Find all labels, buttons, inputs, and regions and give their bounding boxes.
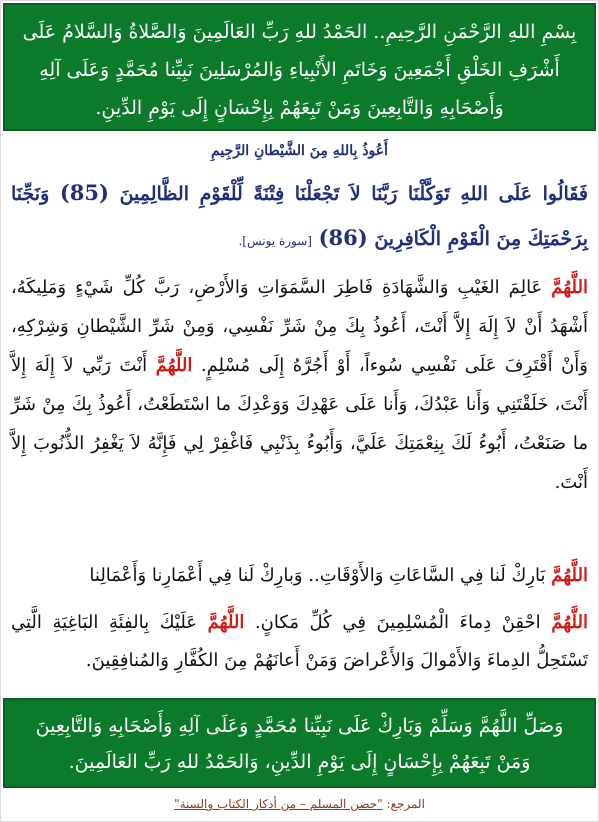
source-label: المرجع:: [386, 797, 425, 811]
taawudh-line: أَعُوذُ بِاللهِ مِنَ الشَّيْطانِ الرَّجِيمِ: [211, 143, 388, 159]
allahumma-word: اللَّهُمَّ: [551, 277, 588, 298]
verse-part-1: فَقَالُوا عَلَى اللهِ تَوَكَّلْنَا رَبَّنَا لاَ تَجْعَلْنَا فِتْنَةً لِّلْقَوْمِ الظَّالِمِينَ: [119, 183, 588, 205]
dua-main-text-1: عَالِمَ الغَيْبِ وَالشَّهَادَةِ فَاطِرَ السَّمَوَاتِ وَالأَرْضِ، رَبَّ كُلِّ شَيْءٍ وَمَلِيكَهُ، أَشْهَدُ أَنْ لاَ إِلَهَ إِلاَّ أَنْتَ، أَعُوذُ بِكَ مِنْ شَرِّ نَفْسِي، وَمِنْ شَرِّ الشَّيْطانِ وَشِرْكِهِ، وَأَنْ أَقْتَرِفَ عَلَى نَفْسِي سُوءاً، أَوْ أَجُرَّهُ إِلَى مُسْلِمٍ.: [11, 277, 588, 376]
dua-main-text-2: أَنْتَ رَبِّي لاَ إِلَهَ إِلاَّ أَنْتَ، خَلَقْتَنِي وَأَنا عَبْدُكَ، وَأَنا عَلَى عَهْدِكَ وَوَعْدِكَ ما اسْتَطَعْتُ، أَعُوذُ بِكَ مِنْ شَرِّ ما صَنَعْتُ، أَبُوءُ لَكَ بِنِعْمَتِكَ عَلَيَّ، وَأَبُوءُ بِذَنْبِي فَاغْفِرْ لِي فَإِنَّهُ لاَ يَغْفِرُ الذُّنُوبَ إِلاَّ أَنْتَ.: [11, 355, 588, 493]
verse-number-85: (85): [59, 180, 109, 205]
dua-protection-text-1: احْقِنْ دِماءَ الْمُسْلِمِينَ فِي كُلِّ مَكانٍ.: [254, 612, 541, 633]
closing-text: وَصَلِّ اللَّهُمَّ وَسَلِّمْ وَبَارِكْ عَلَى نَبِيِّنا مُحَمَّدٍ وَعَلَى آلِهِ وَأَصْحَابِهِ وَالتَّابِعِينَ وَمَنْ تَبِعَهُمْ بِإِحْسَانٍ إِلَى يَوْمِ الدِّينِ، وَالحَمْدُ للهِ رَبِّ العَالَمِينَ.: [35, 715, 564, 773]
allahumma-word: اللَّهُمَّ: [551, 612, 588, 633]
opening-text: بِسْمِ اللهِ الرَّحْمَنِ الرَّحِيمِ.. الحَمْدُ للهِ رَبِّ العَالَمِينَ وَالصَّلاةُ وَالسَّلامُ عَلَى أَشْرَفِ الخَلْقِ أَجْمَعِينَ وَخَاتَمِ الأَنْبِياءِ وَالمُرْسَلِينَ نَبِيِّنا مُحَمَّدٍ وَعَلَى آلِهِ وَأَصْحَابِهِ وَالتَّابِعِينَ وَمَنْ تَبِعَهُمْ بِإِحْسَانٍ إِلَى يَوْمِ الدِّينِ.: [22, 21, 577, 119]
closing-green-box: [3, 698, 596, 788]
dua-blessing-text: بَارِكْ لَنا فِي السَّاعَاتِ وَالأَوْقَاتِ.. وَبارِكْ لَنا فِي أَعْمَارِنا وَأَعْمَالِنا: [89, 565, 546, 586]
source-title: "حصن المسلم – من أذكار الكتاب والسنة": [174, 797, 383, 811]
allahumma-word: اللَّهُمَّ: [155, 355, 193, 376]
verse-part-2: وَنَجِّنَا بِرَحْمَتِكَ مِنَ الْقَوْمِ الْكَافِرِينَ: [11, 183, 588, 250]
source-reference: [1, 797, 598, 811]
dua-protection-text-2: عَلَيْكَ بِالفِئَةِ البَاغِيَةِ الَّتِي تَسْتَحِلُّ الدِماءَ وَالأَمْوالَ وَالأَعْراضَ وَمَنْ أَعانَهُمْ مِنَ الكُفَّارِ وَالمُنافِقِينَ.: [11, 612, 588, 671]
quran-verse: [11, 171, 588, 263]
dua-paragraph-protection: [11, 604, 588, 680]
verse-number-86: (86): [318, 225, 368, 250]
dua-paragraph-blessing: [11, 556, 588, 596]
surah-reference: [سورة يونس].: [238, 234, 312, 248]
opening-green-box: [3, 3, 596, 131]
dua-paragraph-main: [11, 268, 588, 502]
allahumma-word: اللَّهُمَّ: [207, 612, 245, 633]
allahumma-word: اللَّهُمَّ: [551, 565, 588, 586]
